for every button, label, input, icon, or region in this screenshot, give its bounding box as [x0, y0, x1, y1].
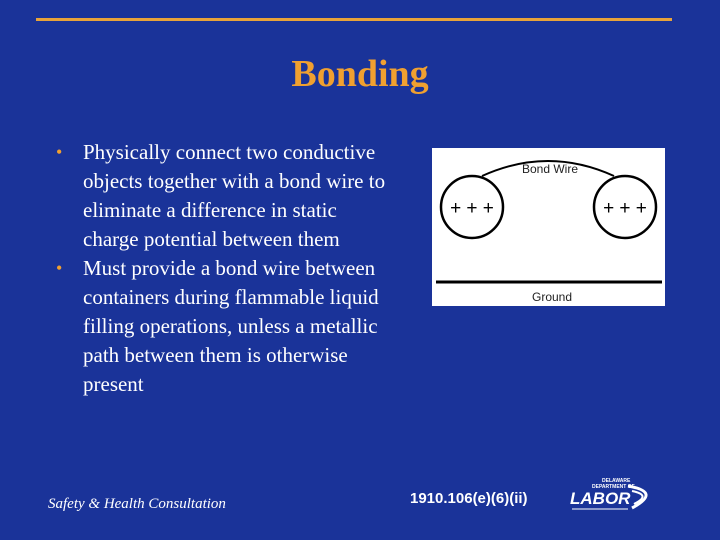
bullet-icon: •: [56, 258, 63, 278]
right-charge-label: + + +: [603, 198, 647, 219]
bullet-icon: •: [56, 142, 63, 162]
footer-organization: Safety & Health Consultation: [48, 496, 226, 512]
bullet-list: [50, 138, 390, 399]
bond-wire-label: Bond Wire: [521, 162, 579, 176]
footer-regulation-code: 1910.106(e)(6)(ii): [410, 490, 528, 507]
bullet-item: [50, 254, 390, 399]
logo-line1: DELAWARE: [602, 478, 631, 484]
slide-title: Bonding: [291, 53, 429, 95]
bonding-diagram-svg: [432, 148, 665, 306]
bullet-text: Must provide a bond wire between containers during flammable liquid filling operations, unless a metallic path between them is otherwise present: [83, 256, 379, 396]
left-charge-label: + + +: [450, 198, 494, 219]
logo-line2: DEPARTMENT OF: [592, 484, 635, 490]
delaware-labor-logo: [566, 474, 666, 516]
logo-word: LABOR: [570, 489, 631, 508]
bonding-diagram: [432, 148, 665, 306]
bullet-text: Physically connect two conductive objects together with a bond wire to eliminate a difference in static charge potential between them: [83, 140, 386, 251]
ground-label: Ground: [531, 290, 573, 304]
bullet-item: [50, 138, 390, 254]
logo-icon: [566, 474, 666, 516]
top-rule: [36, 18, 672, 21]
